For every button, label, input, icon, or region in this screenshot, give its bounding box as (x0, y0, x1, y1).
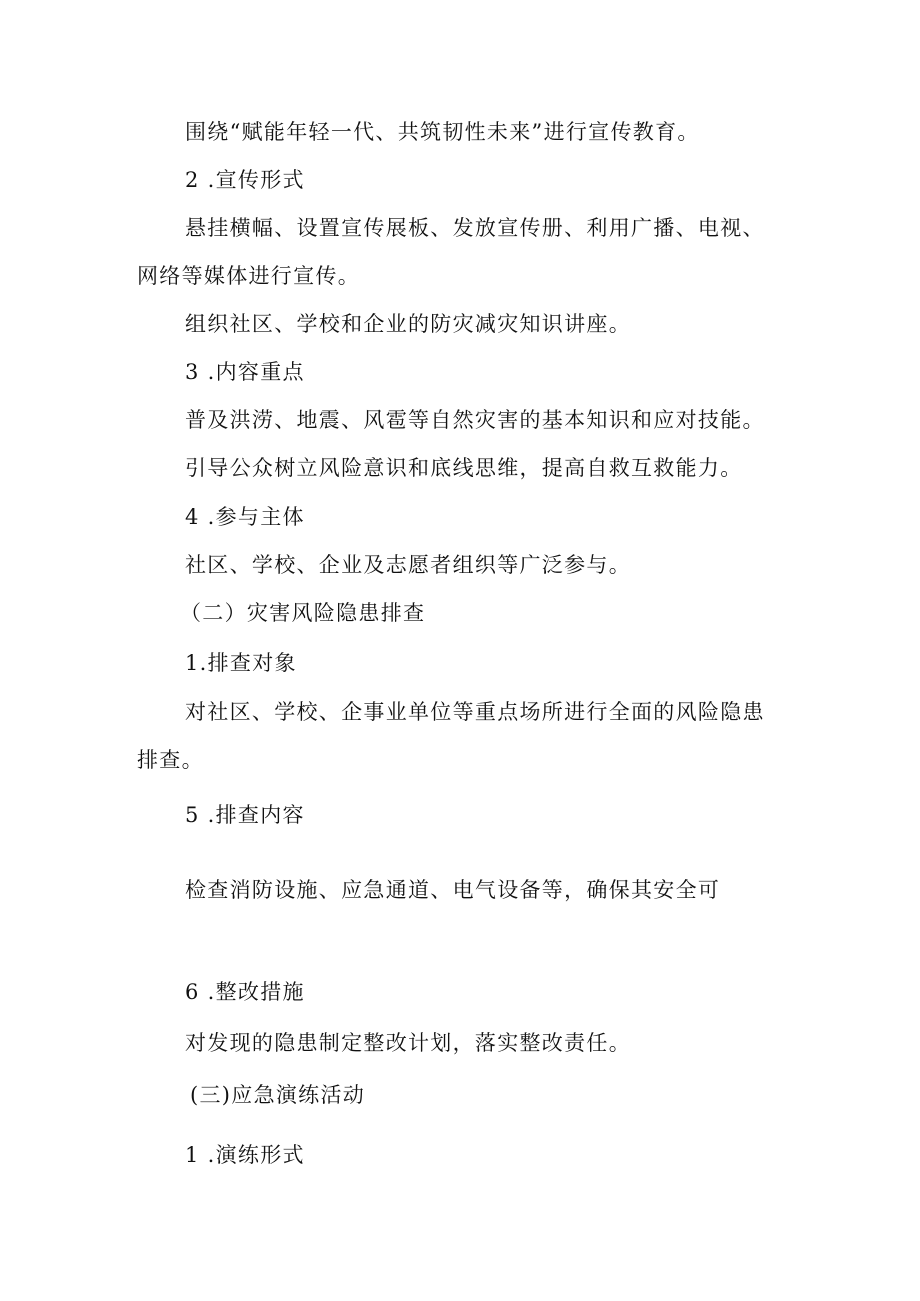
paragraph-line: 对社区、学校、企事业单位等重点场所进行全面的风险隐患 (185, 700, 765, 724)
section-heading: 1 .演练形式 (185, 1143, 305, 1167)
section-heading: （二）灾害风险隐患排查 (180, 601, 426, 625)
paragraph-line: 对发现的隐患制定整改计划，落实整改责任。 (185, 1031, 631, 1055)
paragraph-line: 社区、学校、企业及志愿者组织等广泛参与。 (185, 553, 631, 577)
section-heading: 4 .参与主体 (185, 505, 305, 529)
paragraph-line: 围绕“赋能年轻一代、共筑韧性未来”进行宣传教育。 (185, 120, 700, 144)
section-heading: (三)应急演练活动 (190, 1083, 366, 1107)
section-heading: 5 .排查内容 (185, 803, 305, 827)
section-heading: 1.排查对象 (185, 651, 297, 675)
paragraph-line: 网络等媒体进行宣传。 (137, 264, 360, 288)
section-heading: 6 .整改措施 (185, 980, 305, 1004)
paragraph-line: 组织社区、学校和企业的防灾减灾知识讲座。 (185, 312, 631, 336)
paragraph-line: 检查消防设施、应急通道、电气设备等，确保其安全可 (185, 878, 721, 902)
paragraph-line: 排查。 (137, 748, 204, 772)
section-heading: 2 .宣传形式 (185, 168, 305, 192)
paragraph-line: 引导公众树立风险意识和底线思维，提高自救互救能力。 (185, 456, 743, 480)
paragraph-line: 普及洪涝、地震、风雹等自然灾害的基本知识和应对技能。 (185, 408, 765, 432)
paragraph-line: 悬挂横幅、设置宣传展板、发放宣传册、利用广播、电视、 (185, 216, 765, 240)
section-heading: 3 .内容重点 (185, 360, 305, 384)
